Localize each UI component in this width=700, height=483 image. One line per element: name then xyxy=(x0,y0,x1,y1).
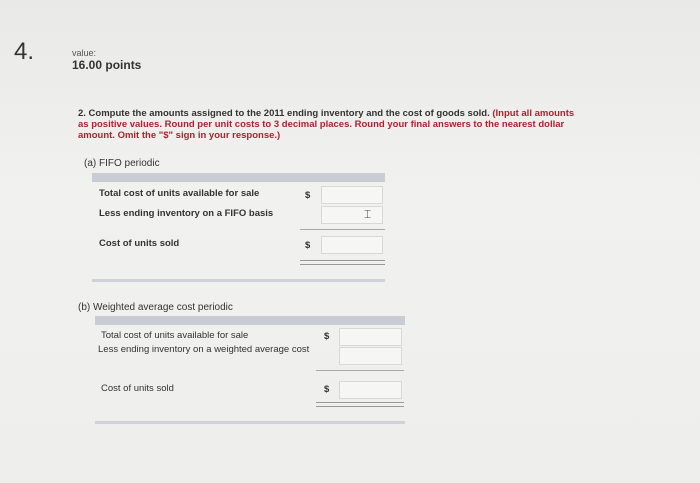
fifo-total-label: Total cost of units available for sale xyxy=(99,188,260,199)
instructions xyxy=(78,108,578,141)
weighted-total-dollar: $ xyxy=(324,331,330,342)
fifo-cogs-dollar: $ xyxy=(305,240,311,251)
weighted-section-title: (b) Weighted average cost periodic xyxy=(78,302,233,313)
fifo-bottom-bar xyxy=(92,279,385,282)
weighted-total-input[interactable] xyxy=(339,328,402,346)
fifo-ending-input[interactable] xyxy=(321,206,383,224)
weighted-cogs-dollar: $ xyxy=(324,384,330,395)
text-cursor-icon: ⌶ xyxy=(364,207,372,221)
points-value: 16.00 points xyxy=(72,58,142,72)
weighted-ending-label: Less ending inventory on a weighted average cost xyxy=(98,344,310,355)
weighted-subtotal-line xyxy=(316,370,404,371)
fifo-ending-label: Less ending inventory on a FIFO basis xyxy=(99,208,274,219)
fifo-total-dollar: $ xyxy=(305,190,311,201)
value-label: value: xyxy=(72,48,97,58)
fifo-total-input[interactable] xyxy=(321,186,383,204)
fifo-section-title: (a) FIFO periodic xyxy=(84,158,160,169)
fifo-total-double-line xyxy=(300,260,385,265)
instructions-main: 2. Compute the amounts assigned to the 2011 ending inventory and the cost of goods sold. xyxy=(78,108,490,119)
weighted-cogs-label: Cost of units sold xyxy=(101,383,174,394)
fifo-subtotal-line xyxy=(300,229,385,230)
weighted-bottom-bar xyxy=(95,421,405,424)
weighted-total-double-line xyxy=(316,402,404,407)
weighted-cogs-input[interactable] xyxy=(339,381,402,399)
weighted-total-label: Total cost of units available for sale xyxy=(101,330,249,341)
instructions-note: (Input all amounts as positive values. Round per unit costs to 3 decimal places. Round your final answers to the nearest dollar amount. Omit the "$" sign in your response.) xyxy=(78,108,575,141)
question-number: 4. xyxy=(14,38,35,65)
fifo-cogs-input[interactable] xyxy=(321,236,383,254)
weighted-header-bar xyxy=(95,316,405,325)
fifo-header-bar xyxy=(92,173,385,182)
weighted-ending-input[interactable] xyxy=(339,347,402,365)
fifo-cogs-label: Cost of units sold xyxy=(99,238,180,249)
